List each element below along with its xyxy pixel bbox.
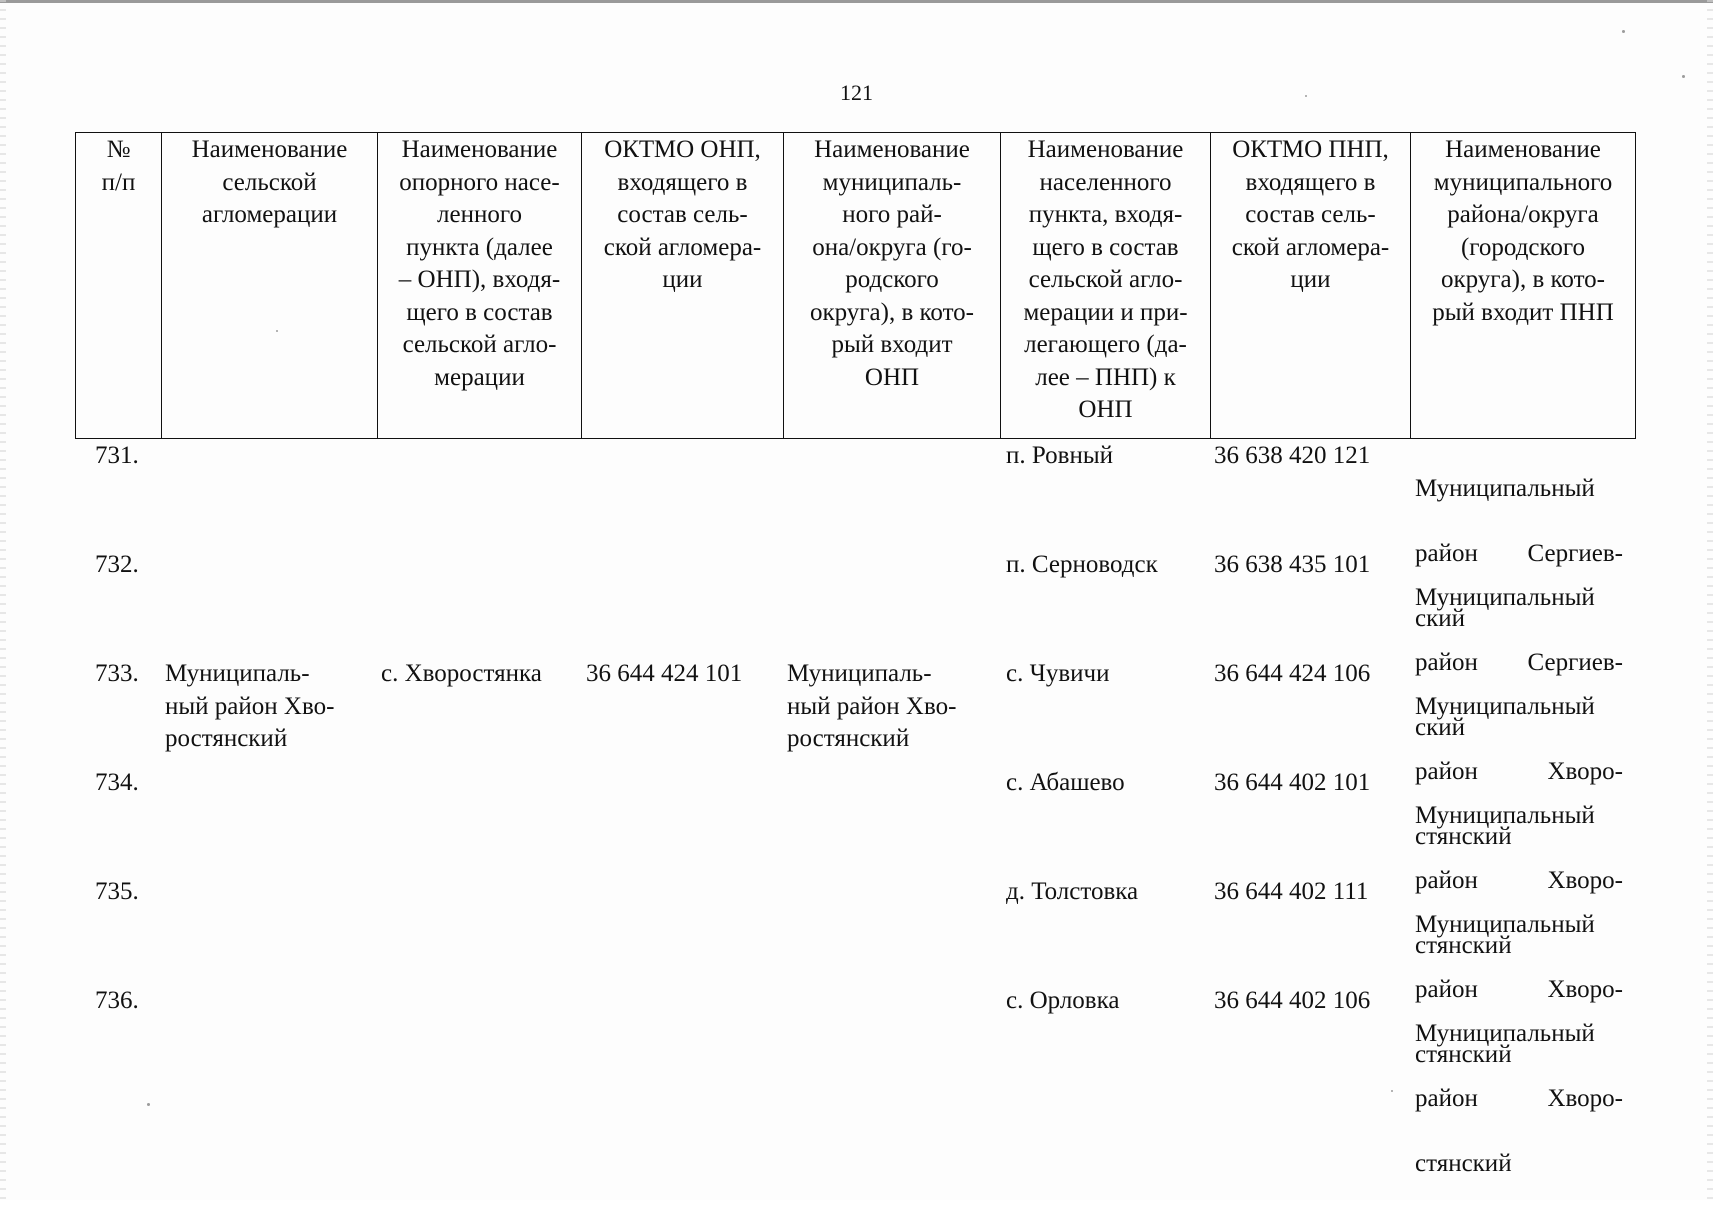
- scan-speck: [1682, 75, 1685, 78]
- oktmo-pnp-cell: 36 644 402 111: [1214, 878, 1369, 905]
- scan-speck: [1391, 1090, 1393, 1092]
- pnp-district-line2: район Хворо-: [1415, 866, 1623, 894]
- agglomeration-cell: Муниципаль- ный район Хво- ростянский: [165, 660, 335, 752]
- pnp-cell: п. Серноводск: [1006, 551, 1158, 578]
- onp-cell: с. Хворостянка: [381, 660, 542, 687]
- pnp-district-line3: ский: [1415, 604, 1465, 632]
- row-number: 731.: [95, 442, 139, 469]
- oktmo-pnp-cell: 36 638 435 101: [1214, 551, 1371, 578]
- oktmo-pnp-cell: 36 644 402 106: [1214, 987, 1371, 1014]
- scan-left-edge: [0, 0, 6, 1200]
- pnp-district-line1: Муниципальный: [1415, 474, 1595, 502]
- row-number: 735.: [95, 878, 139, 905]
- pnp-cell: п. Ровный: [1006, 442, 1114, 469]
- column-header-onp-district: Наименование муниципаль- ного рай- она/округа (го- родского округа), в кото- рый входит ОНП: [784, 133, 1001, 439]
- pnp-district-line3: стянский: [1415, 931, 1512, 959]
- pnp-cell: д. Толстовка: [1006, 878, 1139, 905]
- oktmo-pnp-cell: 36 638 420 121: [1214, 442, 1371, 469]
- pnp-district-line3: стянский: [1415, 1040, 1512, 1068]
- pnp-district-line2: район Хворо-: [1415, 757, 1623, 785]
- oktmo-onp-cell: 36 644 424 101: [586, 660, 743, 687]
- pnp-district-line2: район Сергиев-: [1415, 539, 1623, 567]
- column-header-onp: Наименование опорного насе- ленного пункта (далее – ОНП), входя- щего в состав сельской агло- мерации: [378, 133, 582, 439]
- pnp-district-line3: стянский: [1415, 1149, 1512, 1177]
- pnp-cell: с. Орловка: [1006, 987, 1120, 1014]
- column-header-pnp: Наименование населенного пункта, входя- щего в состав сельской агло- мерации и при- легающего (да- лее – ПНП) к ОНП: [1001, 133, 1211, 439]
- scan-right-edge: [1707, 0, 1713, 1200]
- page-number: 121: [840, 80, 873, 105]
- scan-top-edge: [0, 0, 1713, 3]
- pnp-district-line1: Муниципальный: [1415, 1019, 1595, 1047]
- row-number: 733.: [95, 660, 139, 687]
- column-header-agglomeration: Наименование сельской агломерации: [162, 133, 378, 439]
- pnp-district-line1: Муниципальный: [1415, 692, 1595, 720]
- pnp-cell: с. Абашево: [1006, 769, 1125, 796]
- pnp-district-line2: район Сергиев-: [1415, 648, 1623, 676]
- column-header-number: № п/п: [76, 133, 162, 439]
- column-header-pnp-district: Наименование муниципального района/округа (городского округа), в кото- рый входит ПНП: [1411, 133, 1636, 439]
- pnp-district-line2: район Хворо-: [1415, 1084, 1623, 1112]
- oktmo-pnp-cell: 36 644 424 106: [1214, 660, 1371, 687]
- row-number: 736.: [95, 987, 139, 1014]
- oktmo-pnp-cell: 36 644 402 101: [1214, 769, 1371, 796]
- pnp-district-line1: Муниципальный: [1415, 910, 1595, 938]
- pnp-district-line2: район Хворо-: [1415, 975, 1623, 1003]
- scan-speck: [147, 1103, 150, 1106]
- scan-speck: [1305, 95, 1307, 97]
- scan-speck: [276, 330, 278, 332]
- pnp-district-line3: стянский: [1415, 822, 1512, 850]
- onp-district-cell: Муниципаль- ный район Хво- ростянский: [787, 660, 957, 752]
- table-header: [75, 132, 1636, 439]
- pnp-district-line1: Муниципальный: [1415, 583, 1595, 611]
- scan-speck: [1622, 30, 1625, 33]
- pnp-district-line3: ский: [1415, 713, 1465, 741]
- row-number: 734.: [95, 769, 139, 796]
- column-header-oktmo-onp: ОКТМО ОНП, входящего в состав сель- ской агломера- ции: [582, 133, 784, 439]
- row-number: 732.: [95, 551, 139, 578]
- pnp-cell: с. Чувичи: [1006, 660, 1110, 687]
- pnp-district-cell: [1415, 985, 1623, 1213]
- column-header-oktmo-pnp: ОКТМО ПНП, входящего в состав сель- ской агломера- ции: [1211, 133, 1411, 439]
- pnp-district-line1: Муниципальный: [1415, 801, 1595, 829]
- table-row: [75, 985, 1635, 1177]
